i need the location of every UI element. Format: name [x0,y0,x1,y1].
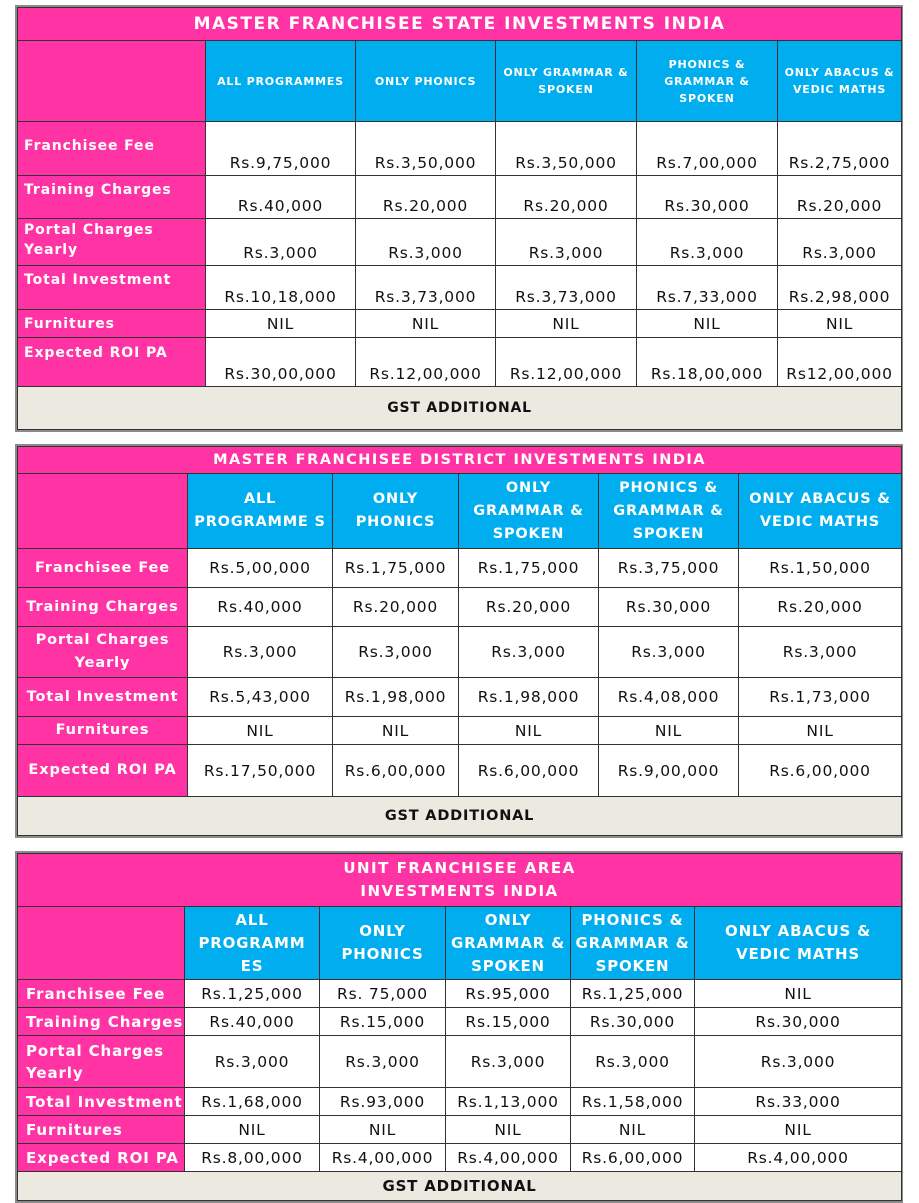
unit-investment-table [15,851,903,1203]
value-cell: Rs.3,000 [185,1036,320,1088]
table-row [18,717,902,745]
value-cell: Rs.33,000 [695,1088,902,1116]
row-label: Furnitures [18,717,188,745]
value-cell: Rs.12,00,000 [356,338,496,387]
value-cell: NIL [188,717,333,745]
row-label: Expected ROI PA [18,338,206,387]
district-investment-table [15,444,903,838]
row-label: Total Investment [18,678,188,717]
table-row [18,1144,902,1172]
column-header: ONLY ABACUS & VEDIC MATHS [695,907,902,980]
value-cell: Rs.20,000 [739,588,902,627]
value-cell: Rs.7,33,000 [637,266,778,310]
row-label: Total Investment [18,1088,185,1116]
value-cell: Rs.3,73,000 [356,266,496,310]
value-cell: Rs.5,00,000 [188,549,333,588]
column-header: ONLY PHONICS [320,907,446,980]
column-header: ONLY GRAMMAR & SPOKEN [459,474,599,549]
value-cell: Rs.5,43,000 [188,678,333,717]
value-cell: NIL [185,1116,320,1144]
value-cell: NIL [571,1116,695,1144]
value-cell: Rs.1,50,000 [739,549,902,588]
value-cell: Rs.3,000 [188,627,333,678]
value-cell: Rs.1,73,000 [739,678,902,717]
table-row [18,588,902,627]
value-cell: Rs.4,08,000 [599,678,739,717]
value-cell: Rs.3,000 [356,219,496,266]
value-cell: Rs.6,00,000 [333,745,459,797]
column-header: ONLY GRAMMAR & SPOKEN [446,907,571,980]
row-label: Portal Charges Yearly [18,219,206,266]
column-header: PHONICS & GRAMMAR & SPOKEN [599,474,739,549]
table-title: MASTER FRANCHISEE DISTRICT INVESTMENTS INDIA [18,447,902,474]
column-header: ONLY ABACUS & VEDIC MATHS [778,41,902,122]
column-header: PHONICS & GRAMMAR & SPOKEN [637,41,778,122]
value-cell: Rs.3,000 [739,627,902,678]
value-cell: Rs.15,000 [446,1008,571,1036]
row-label: Franchisee Fee [18,122,206,176]
table-row [18,338,902,387]
value-cell: Rs.20,000 [496,176,637,219]
value-cell: Rs.20,000 [333,588,459,627]
value-cell: Rs.8,00,000 [185,1144,320,1172]
value-cell: NIL [695,980,902,1008]
row-label: Furnitures [18,1116,185,1144]
row-label: Training Charges [18,176,206,219]
value-cell: Rs.95,000 [446,980,571,1008]
value-cell: Rs.1,58,000 [571,1088,695,1116]
value-cell: Rs.30,000 [571,1008,695,1036]
value-cell: Rs.3,75,000 [599,549,739,588]
row-label: Franchisee Fee [18,980,185,1008]
value-cell: Rs.20,000 [356,176,496,219]
value-cell: Rs.1,98,000 [459,678,599,717]
column-header: PHONICS & GRAMMAR & SPOKEN [571,907,695,980]
state-investment-table [15,5,903,432]
value-cell: Rs.20,000 [778,176,902,219]
column-header: ALL PROGRAMMES [206,41,356,122]
value-cell: Rs.1,75,000 [333,549,459,588]
row-label: Franchisee Fee [18,549,188,588]
value-cell: Rs.6,00,000 [459,745,599,797]
table-row [18,627,902,678]
value-cell: NIL [496,310,637,338]
table-row [18,266,902,310]
value-cell: Rs.4,00,000 [320,1144,446,1172]
value-cell: Rs. 75,000 [320,980,446,1008]
value-cell: Rs.30,000 [637,176,778,219]
value-cell: NIL [446,1116,571,1144]
value-cell: Rs.9,75,000 [206,122,356,176]
value-cell: Rs.30,00,000 [206,338,356,387]
value-cell: Rs.40,000 [185,1008,320,1036]
column-header: ONLY PHONICS [333,474,459,549]
value-cell: Rs.9,00,000 [599,745,739,797]
value-cell: Rs.12,00,000 [496,338,637,387]
table-title: MASTER FRANCHISEE STATE INVESTMENTS INDIA [18,8,902,41]
table-row [18,310,902,338]
row-label: Expected ROI PA [18,745,188,797]
value-cell: NIL [206,310,356,338]
table-row [18,219,902,266]
value-cell: Rs.3,000 [599,627,739,678]
value-cell: Rs.6,00,000 [571,1144,695,1172]
value-cell: Rs.17,50,000 [188,745,333,797]
table-row [18,176,902,219]
value-cell: Rs.40,000 [206,176,356,219]
row-label: Portal Charges Yearly [18,1036,185,1088]
value-cell: Rs.20,000 [459,588,599,627]
value-cell: NIL [778,310,902,338]
value-cell: NIL [739,717,902,745]
value-cell: Rs.18,00,000 [637,338,778,387]
value-cell: NIL [320,1116,446,1144]
row-label: Training Charges [18,588,188,627]
value-cell: Rs.1,68,000 [185,1088,320,1116]
table-row [18,1036,902,1088]
column-header: ONLY ABACUS & VEDIC MATHS [739,474,902,549]
value-cell: Rs.1,98,000 [333,678,459,717]
row-label: Furnitures [18,310,206,338]
table-title [18,854,902,907]
value-cell: Rs.10,18,000 [206,266,356,310]
header-blank-cell [18,474,188,549]
value-cell: Rs.7,00,000 [637,122,778,176]
table-row [18,1088,902,1116]
value-cell: Rs.3,000 [637,219,778,266]
value-cell: Rs.3,000 [571,1036,695,1088]
value-cell: Rs.2,98,000 [778,266,902,310]
value-cell: Rs.3,000 [496,219,637,266]
row-label: Total Investment [18,266,206,310]
value-cell: Rs.1,25,000 [571,980,695,1008]
value-cell: Rs.1,13,000 [446,1088,571,1116]
value-cell: Rs.30,000 [695,1008,902,1036]
value-cell: Rs.3,000 [333,627,459,678]
gst-note: GST ADDITIONAL [18,797,902,836]
value-cell: Rs.3,50,000 [496,122,637,176]
value-cell: Rs.4,00,000 [695,1144,902,1172]
value-cell: Rs.6,00,000 [739,745,902,797]
value-cell: NIL [356,310,496,338]
value-cell: Rs.3,000 [320,1036,446,1088]
gst-note: GST ADDITIONAL [18,1172,902,1201]
column-header: ONLY PHONICS [356,41,496,122]
column-header: ALL PROGRAMM ES [185,907,320,980]
column-header: ALL PROGRAMME S [188,474,333,549]
gst-note: GST ADDITIONAL [18,387,902,430]
value-cell: NIL [459,717,599,745]
value-cell: Rs.1,25,000 [185,980,320,1008]
value-cell: Rs.3,000 [695,1036,902,1088]
table-row [18,980,902,1008]
table-row [18,678,902,717]
table-title-text: UNIT FRANCHISEE AREA INVESTMENTS INDIA [343,859,576,900]
value-cell: Rs.3,50,000 [356,122,496,176]
value-cell: Rs.3,000 [446,1036,571,1088]
row-label: Training Charges [18,1008,185,1036]
value-cell: NIL [695,1116,902,1144]
value-cell: Rs.30,000 [599,588,739,627]
header-blank-cell [18,907,185,980]
value-cell: Rs.3,000 [206,219,356,266]
value-cell: NIL [637,310,778,338]
value-cell: Rs.40,000 [188,588,333,627]
value-cell: NIL [333,717,459,745]
column-header: ONLY GRAMMAR & SPOKEN [496,41,637,122]
value-cell: Rs.1,75,000 [459,549,599,588]
table-row [18,745,902,797]
value-cell: Rs.93,000 [320,1088,446,1116]
table-row [18,1008,902,1036]
row-label: Portal Charges Yearly [18,627,188,678]
value-cell: Rs.4,00,000 [446,1144,571,1172]
value-cell: NIL [599,717,739,745]
table-row [18,549,902,588]
value-cell: Rs.3,000 [459,627,599,678]
header-blank-cell [18,41,206,122]
value-cell: Rs.15,000 [320,1008,446,1036]
table-row [18,122,902,176]
value-cell: Rs.2,75,000 [778,122,902,176]
value-cell: Rs.3,000 [778,219,902,266]
value-cell: Rs.3,73,000 [496,266,637,310]
row-label: Expected ROI PA [18,1144,185,1172]
value-cell: Rs12,00,000 [778,338,902,387]
table-row [18,1116,902,1144]
